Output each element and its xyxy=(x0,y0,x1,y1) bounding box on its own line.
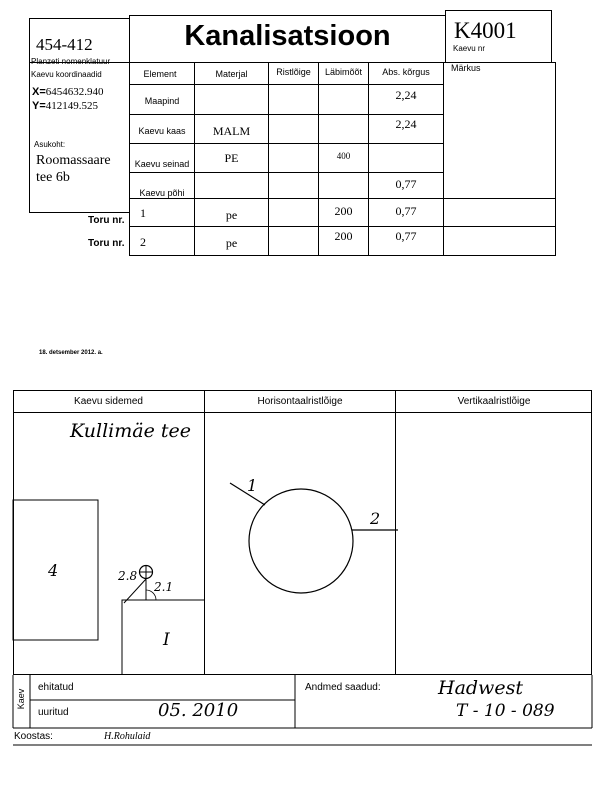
table-row-material: MALM xyxy=(212,124,251,138)
col-header-elevation: Abs. kõrgus xyxy=(382,67,430,77)
page-title: Kanalisatsioon xyxy=(184,20,391,52)
pipe2-label: 2 xyxy=(370,509,381,528)
table-row-elevation: 0,77 xyxy=(395,177,417,191)
pipe-elevation: 0,77 xyxy=(395,204,417,218)
sheet-number-caption: Planzeti nomenklatuur xyxy=(31,57,111,66)
pipe-material: pe xyxy=(225,208,238,222)
col-header-element: Element xyxy=(143,69,177,79)
footer-surveyed-label: uuritud xyxy=(38,707,69,718)
pipe-label: Toru nr. xyxy=(88,215,125,226)
panel-title-horizontal: Horisontaalristlõige xyxy=(257,396,343,407)
footer-side-label: Kaev xyxy=(16,688,26,710)
table-row-material: PE xyxy=(224,151,239,165)
location-line1: Roomassaare xyxy=(36,153,111,168)
col-header-diameter: Läbimõõt xyxy=(324,67,363,77)
footer-data-from-label: Andmed saadud: xyxy=(305,682,381,693)
table-row-elevation: 2,24 xyxy=(395,88,417,102)
coordinates-caption: Kaevu koordinaadid xyxy=(31,70,102,79)
table-row-elevation: 2,24 xyxy=(395,117,417,131)
footer-data-from-signature: Hadwest xyxy=(438,677,523,699)
pipe-elevation: 0,77 xyxy=(395,229,417,243)
footer-built-label: ehitatud xyxy=(38,682,74,693)
sheet-number: 454-412 xyxy=(36,35,93,54)
lot-label: I xyxy=(163,630,170,650)
coordinate-x-label: X= xyxy=(32,86,46,98)
pipe-number: 1 xyxy=(140,206,146,220)
panel-title-connections: Kaevu sidemed xyxy=(74,396,143,407)
street-name: Kullimäe tee xyxy=(70,420,191,442)
col-header-cross-section: Ristlõige xyxy=(276,67,311,77)
pipe-diameter: 200 xyxy=(334,204,353,218)
col-header-remarks: Märkus xyxy=(451,63,481,73)
footer-author-name: H.Rohulaid xyxy=(104,731,151,742)
table-row-diameter: 400 xyxy=(336,151,351,161)
table-row-element: Maapind xyxy=(144,96,180,106)
location-line2: tee 6b xyxy=(36,170,70,185)
table-row-element: Kaevu seinad xyxy=(134,159,190,169)
coordinate-x-value: 6454632.940 xyxy=(45,86,104,98)
pipe-material: pe xyxy=(225,236,238,250)
distance-label-1: 2.8 xyxy=(118,569,138,583)
well-number-caption: Kaevu nr xyxy=(453,44,486,53)
col-header-material: Materjal xyxy=(215,69,248,79)
table-row-element: Kaevu põhi xyxy=(139,188,185,198)
footer-surveyed-date: 05. 2010 xyxy=(158,700,239,721)
table-row-element: Kaevu kaas xyxy=(138,126,186,136)
footer-author-label: Koostas: xyxy=(14,731,53,742)
pipe1-label: 1 xyxy=(247,476,258,495)
distance-label-2: 2.1 xyxy=(154,580,174,594)
panel-title-vertical: Vertikaalristlõige xyxy=(457,396,531,407)
coordinate-y-label: Y= xyxy=(32,100,46,112)
footer-data-from-ref: T - 10 - 089 xyxy=(456,701,555,721)
pipe-number: 2 xyxy=(140,235,146,249)
pipe-label: Toru nr. xyxy=(88,238,125,249)
date-note: 18. detsember 2012. a. xyxy=(39,350,103,356)
well-number: K4001 xyxy=(454,18,517,43)
building-number: 4 xyxy=(48,561,59,580)
location-caption: Asukoht: xyxy=(34,140,66,149)
coordinate-y-value: 412149.525 xyxy=(45,100,99,112)
pipe-diameter: 200 xyxy=(334,229,353,243)
